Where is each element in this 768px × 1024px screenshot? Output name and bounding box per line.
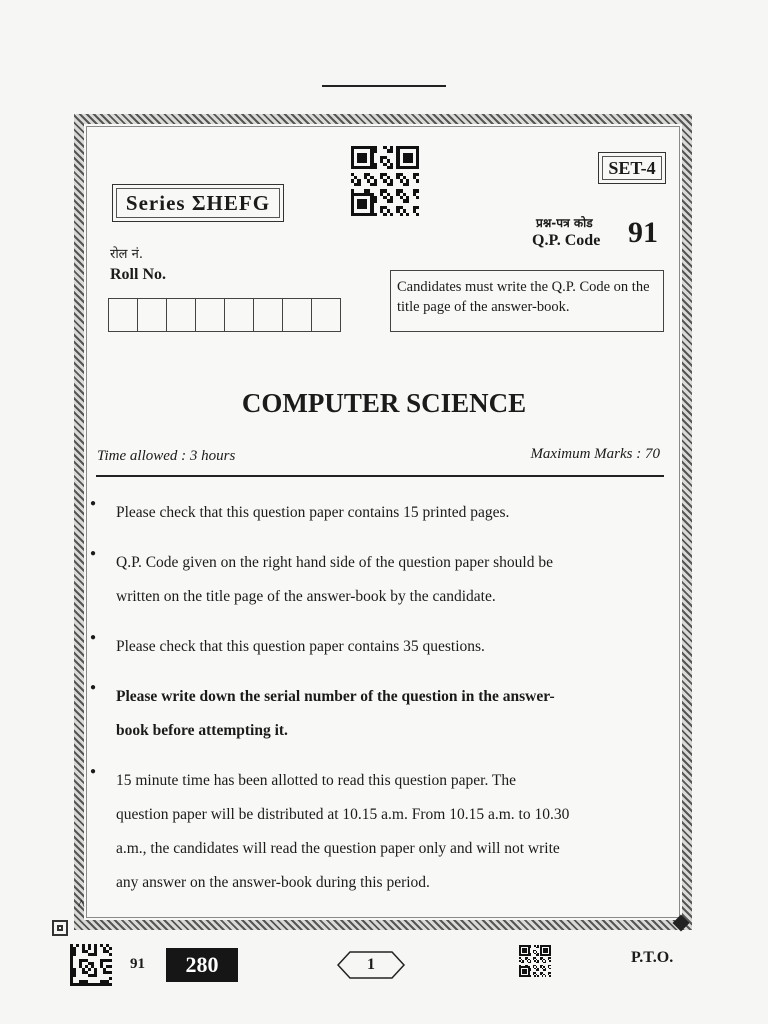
roll-number-boxes[interactable] — [108, 298, 340, 332]
qr-code-icon — [351, 146, 419, 216]
caret-mark: ^ — [78, 898, 85, 913]
datamatrix-icon — [70, 944, 112, 986]
instruction-line: ● Q.P. Code given on the right hand side of the question paper should be — [116, 554, 553, 571]
top-rule — [322, 85, 446, 87]
maximum-marks: Maximum Marks : 70 — [530, 446, 660, 462]
set-badge — [598, 152, 666, 184]
instruction-line: book before attempting it. — [116, 722, 288, 739]
instruction-list — [86, 496, 666, 916]
time-allowed: Time allowed : 3 hours — [97, 448, 236, 464]
page-number-badge — [336, 950, 406, 980]
qp-code-instruction-box: Candidates must write the Q.P. Code on the title page of the answer-book. — [390, 270, 664, 332]
pto-label: P.T.O. — [631, 949, 674, 966]
qp-code-value: 91 — [628, 216, 658, 249]
roll-label: Roll No. — [110, 266, 166, 283]
instruction-line: a.m., the candidates will read the question paper only and will not write — [116, 840, 560, 857]
roll-digit-box[interactable] — [282, 298, 312, 332]
footer-code-small: 91 — [130, 956, 145, 972]
instruction-line: ● Please write down the serial number of the question in the answer- — [116, 688, 555, 705]
instruction-item — [86, 630, 666, 664]
spiral-ornament-icon — [52, 920, 68, 936]
header-divider — [96, 475, 664, 477]
roll-digit-box[interactable] — [253, 298, 283, 332]
instruction-line: any answer on the answer-book during this period. — [116, 874, 430, 891]
roll-label-hindi: रोल नं. — [110, 247, 143, 262]
roll-digit-box[interactable] — [224, 298, 254, 332]
qp-code-label: Q.P. Code — [532, 232, 601, 249]
page-number: 1 — [367, 956, 375, 973]
series-box — [112, 184, 284, 222]
roll-digit-box[interactable] — [195, 298, 225, 332]
instruction-item — [86, 496, 666, 530]
footer-code-box: 280 — [166, 948, 238, 982]
set-label: SET-4 — [608, 157, 656, 178]
series-label: Series ΣHEFG — [125, 190, 271, 215]
instruction-line: ● 15 minute time has been allotted to read this question paper. The — [116, 772, 517, 789]
instruction-item — [86, 546, 666, 614]
instruction-item — [86, 764, 666, 900]
paper-title: COMPUTER SCIENCE — [241, 388, 527, 418]
roll-digit-box[interactable] — [311, 298, 341, 332]
instruction-item — [86, 680, 666, 748]
roll-digit-box[interactable] — [108, 298, 138, 332]
instruction-line: ● Please check that this question paper contains 15 printed pages. — [116, 504, 510, 521]
instruction-line: ● Please check that this question paper contains 35 questions. — [116, 638, 485, 655]
qr-code-icon — [519, 945, 551, 977]
instruction-line: written on the title page of the answer-book by the candidate. — [116, 588, 496, 605]
roll-digit-box[interactable] — [137, 298, 167, 332]
qp-code-label-hindi: प्रश्न-पत्र कोड — [536, 216, 593, 230]
roll-digit-box[interactable] — [166, 298, 196, 332]
instruction-line: question paper will be distributed at 10.15 a.m. From 10.15 a.m. to 10.30 — [116, 806, 570, 823]
